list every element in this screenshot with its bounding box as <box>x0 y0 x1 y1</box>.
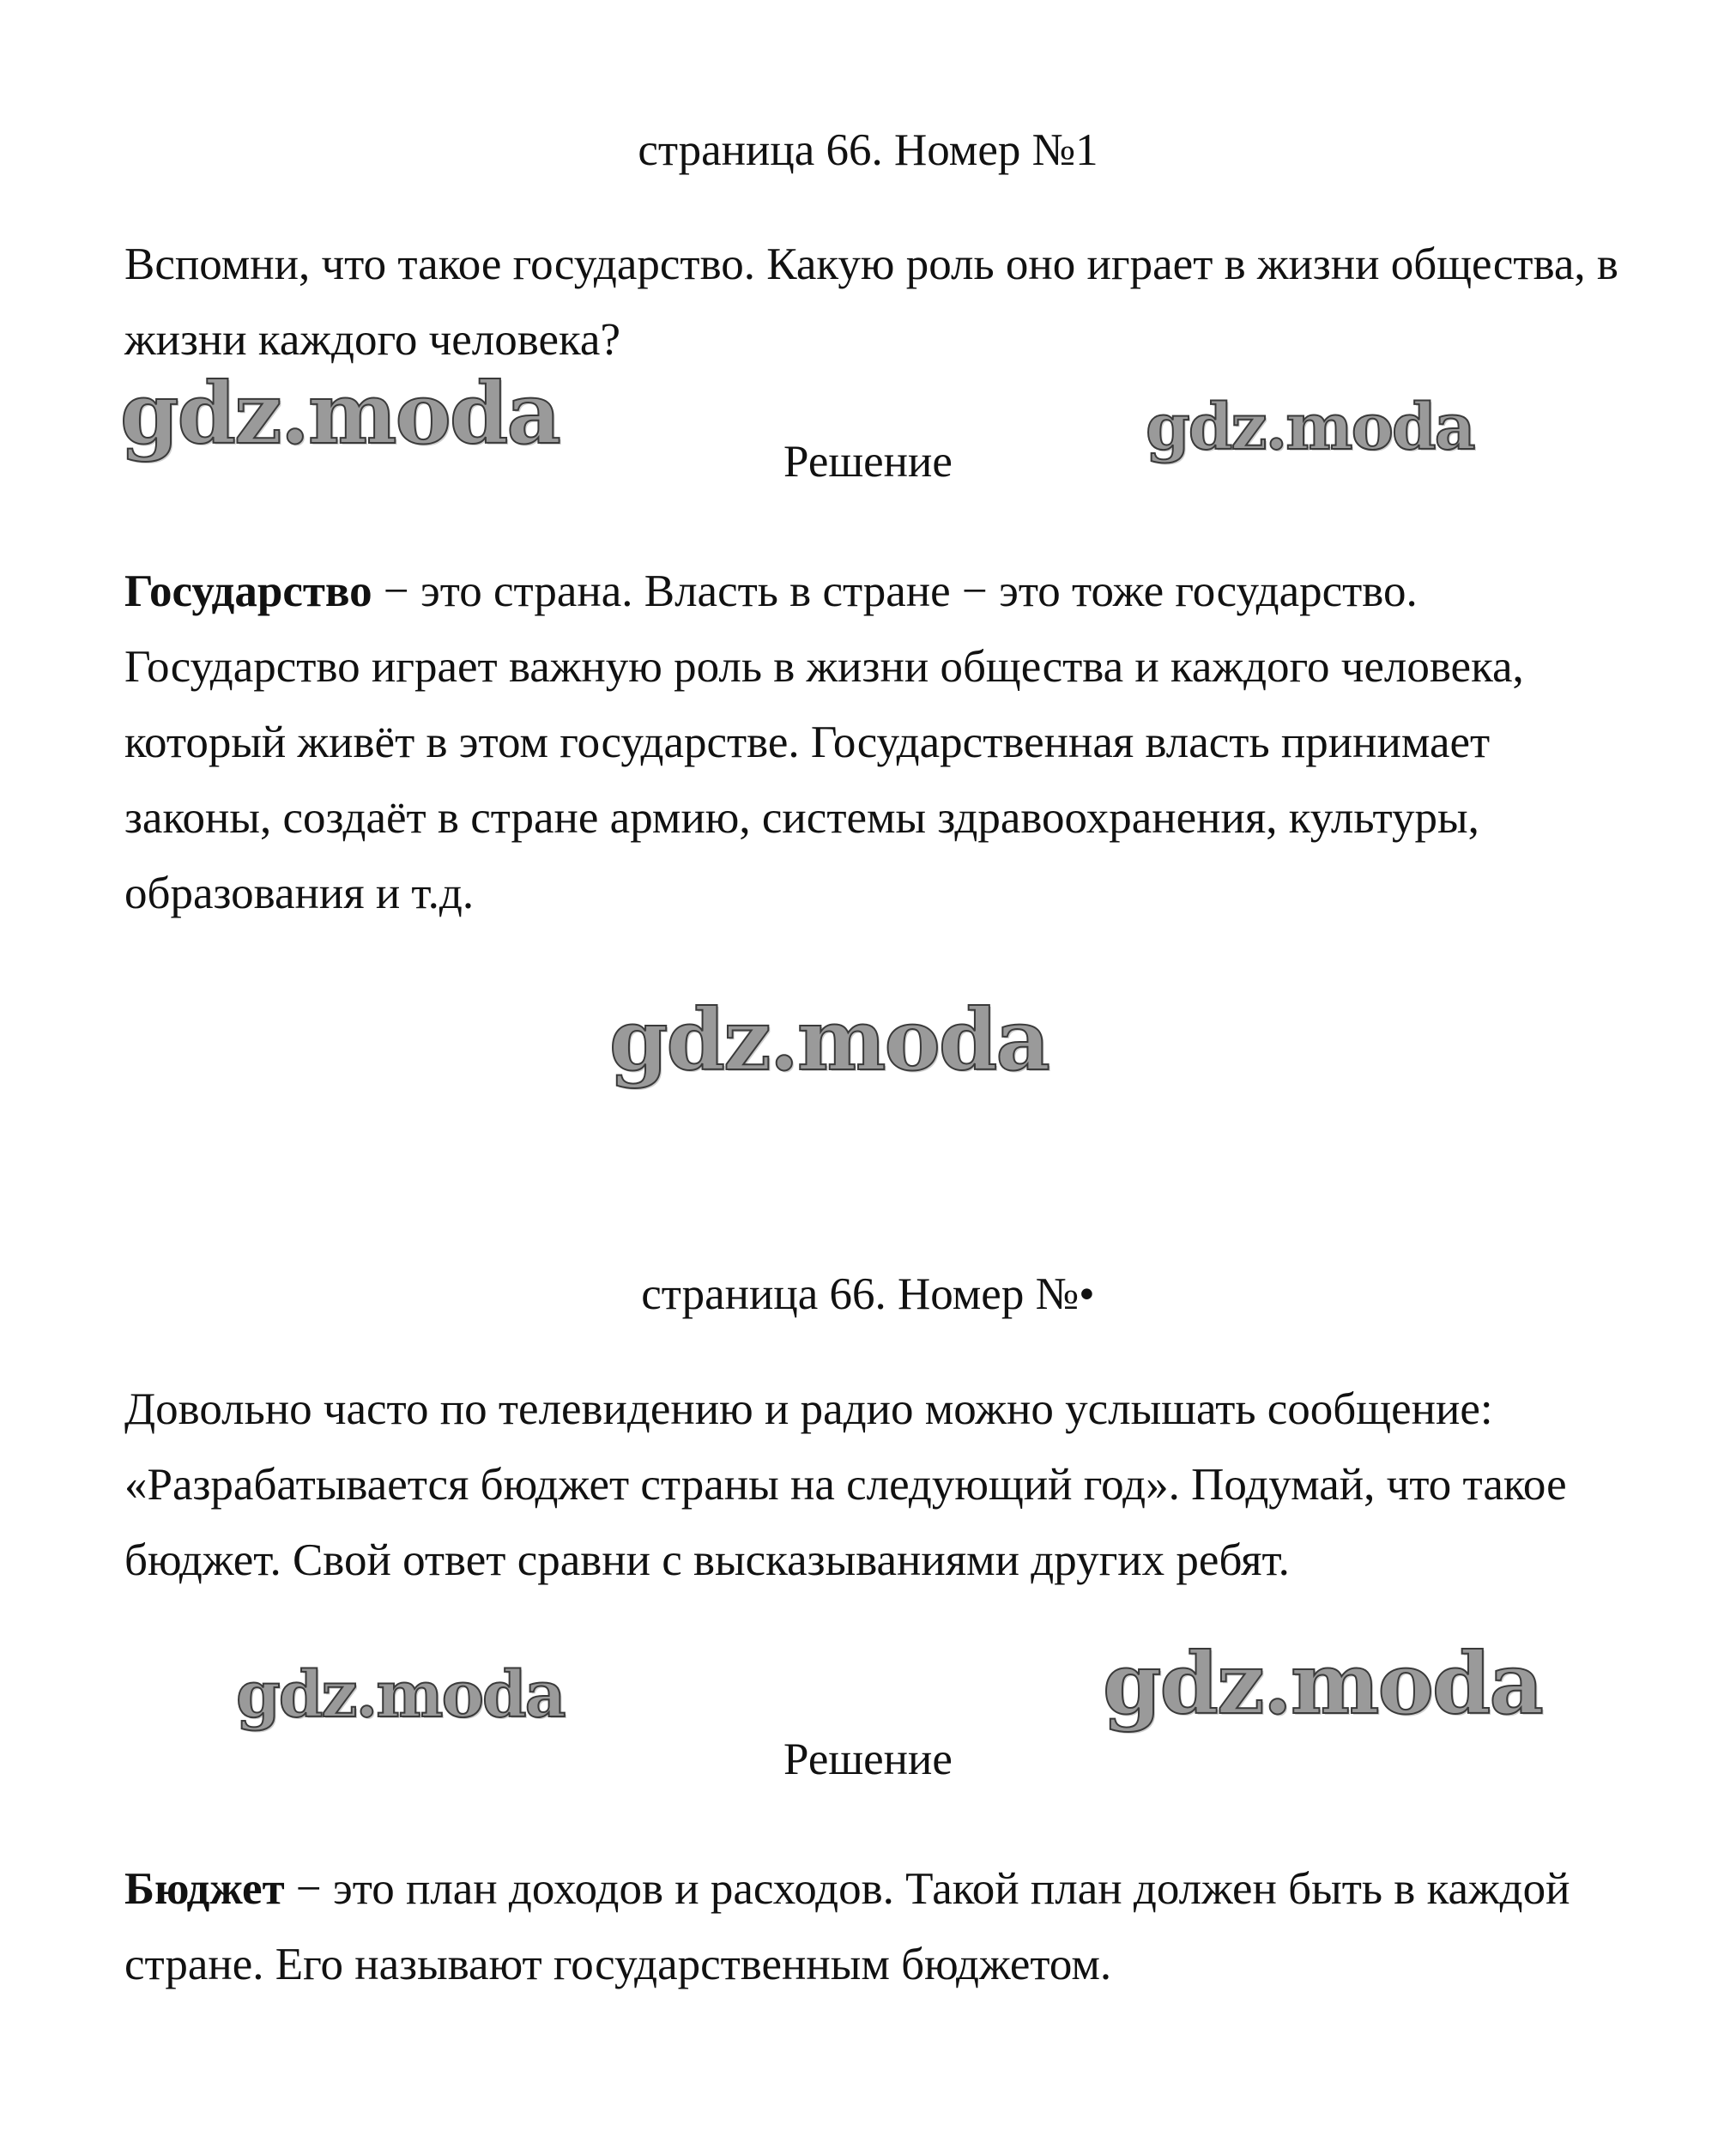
watermark-logo: gdz.moda <box>1103 1635 1542 1734</box>
section-1-heading: страница 66. Номер №1 <box>638 125 1098 175</box>
section-2-question: Довольно часто по телевидению и радио можно услышать сообщение: «Разрабатывается бюджет страны на следующий год». Подумай, что такое бюджет. Свой ответ сравни с высказываниями других ребят. <box>124 1384 1567 1585</box>
watermark-logo: gdz.moda <box>236 1658 565 1732</box>
watermark-logo: gdz.moda <box>120 365 560 463</box>
section-1-answer-text: − это страна. Власть в стране − это тоже государство. Государство играет важную роль в жизни общества и каждого человека, который живёт в этом государстве. Государственная власть принимает законы, создаёт в стране армию, системы здравоохранения, культуры, образования и т.д. <box>124 566 1524 918</box>
section-1-answer-term: Государство <box>124 566 372 616</box>
section-2-answer-text: − это план доходов и расходов. Такой план должен быть в каждой стране. Его называют государственным бюджетом. <box>124 1864 1570 1989</box>
section-2-answer-term: Бюджет <box>124 1864 285 1914</box>
section-1-solution-label: Решение <box>783 437 953 487</box>
section-2-solution-label: Решение <box>783 1734 953 1784</box>
section-2-heading: страница 66. Номер №• <box>641 1269 1095 1319</box>
watermark-logo: gdz.moda <box>1146 390 1474 464</box>
section-1-question: Вспомни, что такое государство. Какую роль оно играет в жизни общества, в жизни каждого человека? <box>124 239 1618 365</box>
watermark-logo: gdz.moda <box>609 991 1049 1090</box>
section-1-answer <box>124 554 1635 931</box>
section-2-answer <box>124 1851 1635 2002</box>
